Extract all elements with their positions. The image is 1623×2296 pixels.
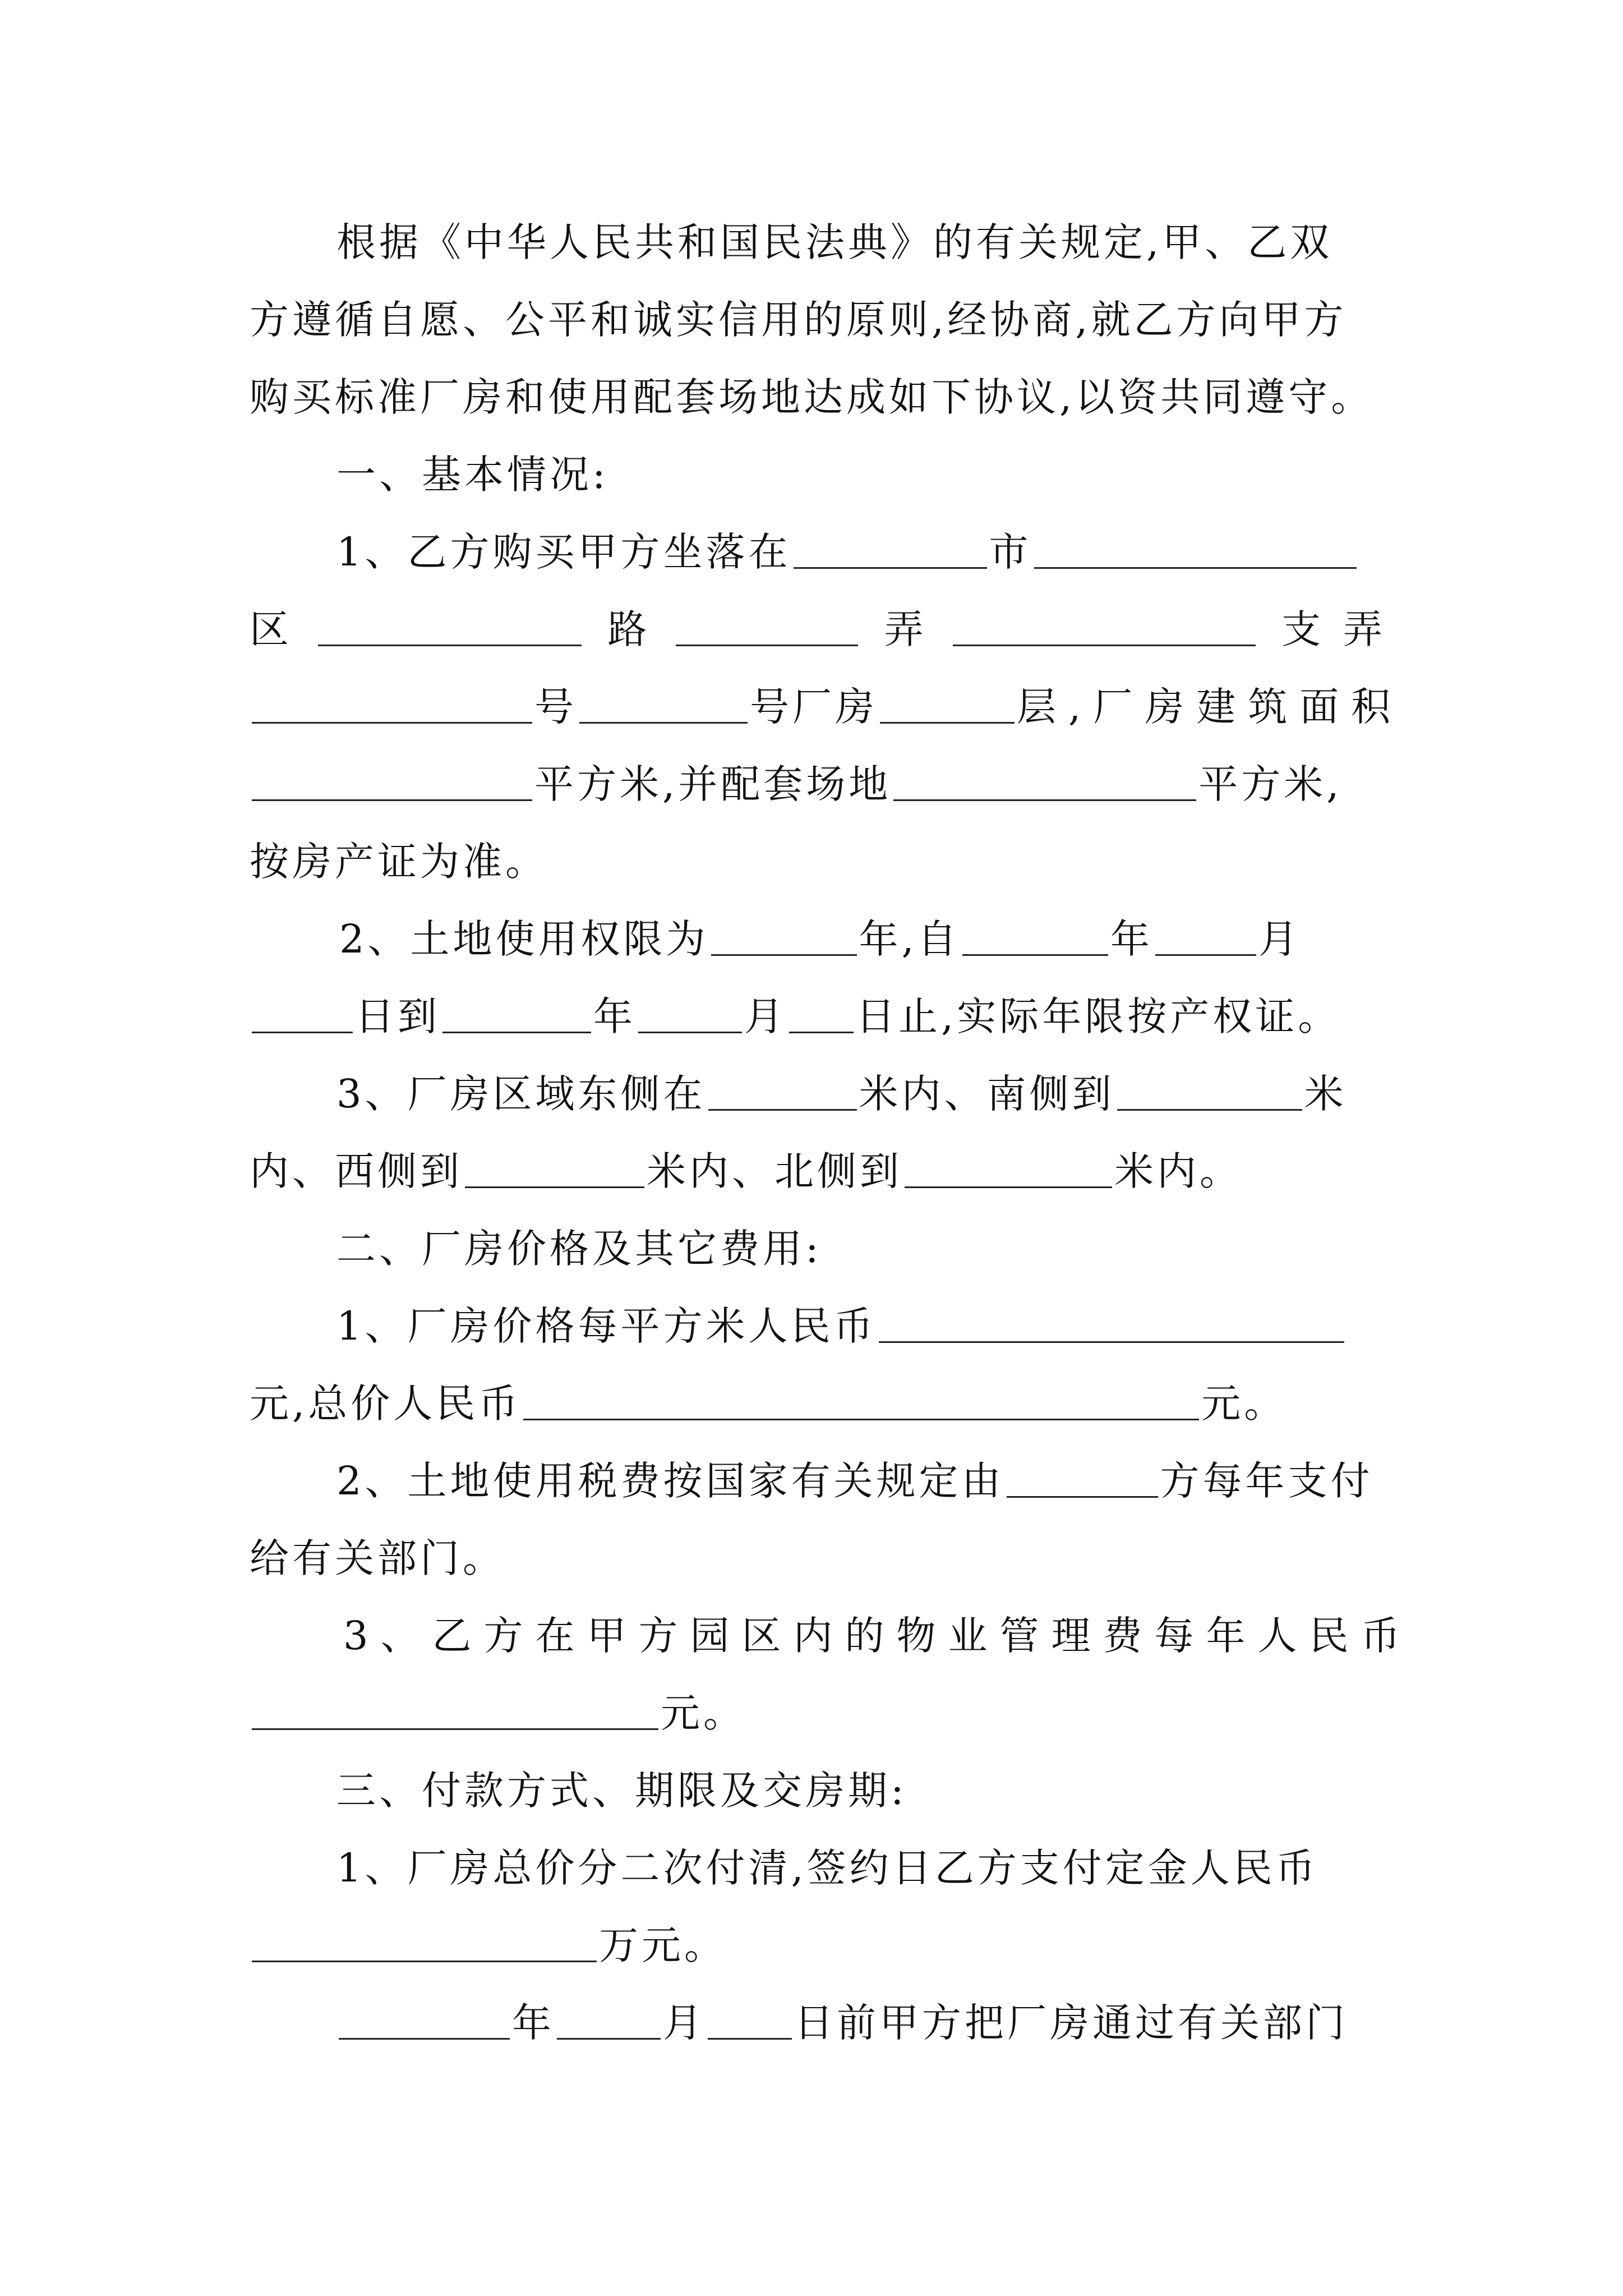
text-run: 根据《中华人民共和国民法典》的有关规定,甲、乙双: [336, 219, 1333, 265]
text-run: 三、付款方式、期限及交房期:: [336, 1768, 907, 1814]
fill-blank[interactable]: [252, 1929, 597, 1962]
text-run: 按房产证为准。: [250, 839, 548, 885]
fill-blank[interactable]: [579, 691, 748, 724]
clause-1-1-line-1: [336, 513, 1382, 591]
text-run: 月: [744, 993, 787, 1039]
text-run: 月: [1258, 916, 1301, 962]
fill-blank[interactable]: [708, 2007, 792, 2040]
fill-blank[interactable]: [557, 2007, 661, 2040]
text-run: 日到: [355, 993, 440, 1039]
clause-2-2-line-1: [336, 1442, 1382, 1520]
clause-1-1-line-4: [250, 745, 1382, 823]
fill-blank[interactable]: [1117, 1078, 1302, 1111]
text-run: 号: [534, 684, 577, 730]
paragraph-intro-line-1: [336, 203, 1382, 282]
text-run: 层,厂房建筑面积: [1017, 684, 1403, 730]
fill-blank[interactable]: [252, 1697, 658, 1730]
fill-blank[interactable]: [789, 1000, 854, 1033]
text-run: 年: [1110, 916, 1153, 962]
fill-blank[interactable]: [252, 691, 532, 724]
clause-3-1-line-1: [336, 1829, 1382, 1907]
text-run: 日止,实际年限按产权证。: [856, 993, 1341, 1039]
clause-2-3-line-1: [343, 1596, 1413, 1675]
clause-1-2-line-1: [339, 900, 1382, 978]
fill-blank[interactable]: [523, 1387, 1199, 1420]
text-run: 市: [989, 529, 1032, 575]
clause-2-1-line-2: [250, 1364, 1382, 1443]
text-run: 日前甲方把厂房通过有关部门: [794, 2000, 1348, 2046]
fill-blank[interactable]: [905, 1155, 1112, 1188]
clause-1-3-line-2: [250, 1132, 1382, 1211]
fill-blank[interactable]: [442, 1000, 591, 1033]
text-run: 方每年支付: [1160, 1458, 1373, 1504]
section-3-heading: [336, 1751, 1382, 1830]
text-run: 米: [1304, 1071, 1347, 1117]
clause-2-2-line-2: [250, 1519, 1382, 1598]
clause-1-1-line-2: [250, 590, 1405, 669]
clause-2-1-line-1: [336, 1287, 1382, 1365]
text-run: 二、厂房价格及其它费用:: [336, 1226, 822, 1272]
text-run: 2、土地使用权限为: [339, 916, 709, 962]
fill-blank[interactable]: [252, 1000, 353, 1033]
fill-blank[interactable]: [953, 613, 1256, 646]
fill-blank[interactable]: [339, 2007, 510, 2040]
text-run: 年: [512, 2000, 555, 2046]
fill-blank[interactable]: [794, 536, 987, 569]
clause-1-3-line-1: [336, 1055, 1382, 1133]
text-run: 平方米,并配套场地: [534, 761, 892, 807]
text-run: 元,总价人民币: [250, 1381, 522, 1427]
text-run: 内、西侧到: [250, 1148, 463, 1194]
text-run: 1、厂房总价分二次付清,签约日乙方支付定金人民币: [336, 1845, 1318, 1891]
text-run: 区: [250, 606, 292, 652]
paragraph-intro-line-2: [250, 280, 1382, 359]
text-run: 米内、南侧到: [859, 1071, 1115, 1117]
fill-blank[interactable]: [880, 691, 1015, 724]
fill-blank[interactable]: [893, 768, 1196, 801]
text-run: 一、基本情况:: [336, 452, 609, 498]
text-run: 米内、北侧到: [647, 1148, 902, 1194]
text-run: 元。: [661, 1690, 746, 1736]
text-run: 3、厂房区域东侧在: [336, 1071, 706, 1117]
clause-1-2-line-2: [250, 977, 1382, 1056]
text-run: 米内。: [1114, 1148, 1242, 1194]
text-run: 年,自: [859, 916, 960, 962]
text-run: 给有关部门。: [250, 1535, 505, 1581]
text-run: 方遵循自愿、公平和诚实信用的原则,经协商,就乙方向甲方: [250, 297, 1347, 343]
clause-2-3-line-2: [250, 1674, 1382, 1752]
text-run: 1、厂房价格每平方米人民币: [336, 1303, 877, 1349]
clause-1-1-line-3: [250, 668, 1403, 746]
fill-blank[interactable]: [1034, 536, 1357, 569]
text-run: 年: [593, 993, 636, 1039]
text-run: 1、乙方购买甲方坐落在: [336, 529, 791, 575]
text-run: 支弄: [1281, 606, 1405, 652]
clause-1-1-line-5: [250, 822, 1382, 901]
text-run: 2、土地使用税费按国家有关规定由: [336, 1458, 1004, 1504]
fill-blank[interactable]: [318, 613, 582, 646]
fill-blank[interactable]: [638, 1000, 742, 1033]
clause-3-1-line-2: [250, 1906, 1382, 1985]
text-run: 平方米,: [1198, 761, 1343, 807]
fill-blank[interactable]: [252, 768, 532, 801]
text-run: 3、乙方在甲方园区内的物业管理费每年人民币: [343, 1613, 1413, 1659]
text-run: 购买标准厂房和使用配套场地达成如下协议,以资共同遵守。: [250, 374, 1374, 420]
fill-blank[interactable]: [676, 613, 858, 646]
fill-blank[interactable]: [465, 1155, 644, 1188]
text-run: 月: [663, 2000, 706, 2046]
fill-blank[interactable]: [1155, 923, 1256, 956]
clause-3-1-line-3: [336, 1984, 1382, 2062]
text-run: 万元。: [599, 1922, 727, 1968]
fill-blank[interactable]: [711, 923, 857, 956]
fill-blank[interactable]: [1007, 1465, 1158, 1498]
paragraph-intro-line-3: [250, 358, 1382, 436]
text-run: 路: [607, 606, 651, 652]
fill-blank[interactable]: [708, 1078, 857, 1111]
text-run: 元。: [1201, 1381, 1287, 1427]
section-2-heading: [336, 1209, 1382, 1288]
text-run: 号厂房: [750, 684, 878, 730]
text-run: 弄: [884, 606, 927, 652]
fill-blank[interactable]: [879, 1310, 1344, 1343]
fill-blank[interactable]: [962, 923, 1108, 956]
section-1-heading: [336, 435, 1382, 514]
